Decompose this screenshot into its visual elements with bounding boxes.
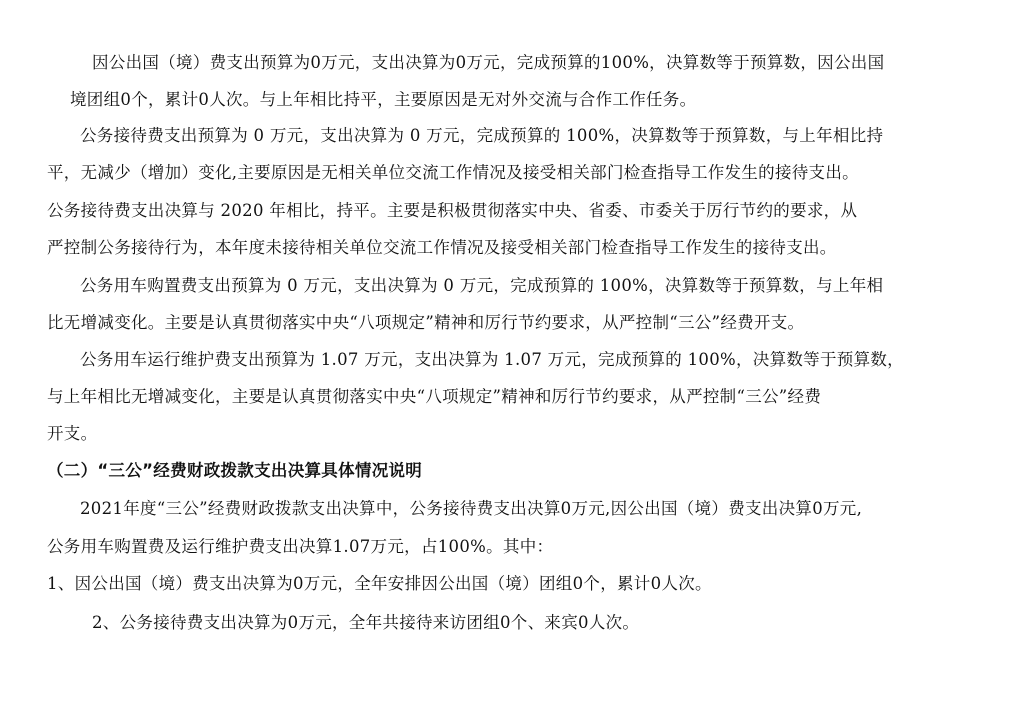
paragraph-reception-line-4: 严控制公务接待行为，本年度未接待相关单位交流工作情况及接受相关部门检查指导工作发生的接待支出。: [47, 238, 837, 257]
paragraph-vehicle-purchase-line-1: 公务用车购置费支出预算为 0 万元，支出决算为 0 万元，完成预算的 100%，决算数等于预算数，与上年相: [80, 276, 884, 295]
paragraph-reception-line-1: 公务接待费支出预算为 0 万元，支出决算为 0 万元，完成预算的 100%，决算数等于预算数，与上年相比持: [80, 126, 884, 145]
paragraph-vehicle-maintenance-line-1: 公务用车运行维护费支出预算为 1.07 万元，支出决算为 1.07 万元，完成预算的 100%，决算数等于预算数，: [80, 350, 904, 369]
paragraph-outbound-line-1: 因公出国（境）费支出预算为0万元，支出决算为0万元，完成预算的100%，决算数等于预算数，因公出国: [92, 53, 885, 72]
paragraph-reception-line-3: 公务接待费支出决算与 2020 年相比，持平。主要是积极贯彻落实中央、省委、市委关于厉行节约的要求，从: [47, 201, 858, 220]
paragraph-summary-line-2: 公务用车购置费及运行维护费支出决算1.07万元，占100%。其中：: [47, 537, 554, 556]
paragraph-vehicle-maintenance-line-3: 开支。: [47, 424, 98, 443]
list-item-outbound: 1、因公出国（境）费支出决算为0万元，全年安排因公出国（境）团组0个，累计0人次。: [47, 574, 712, 593]
list-item-reception: 2、公务接待费支出决算为0万元，全年共接待来访团组0个、来宾0人次。: [92, 613, 640, 632]
paragraph-reception-line-2: 平，无减少（增加）变化,主要原因是无相关单位交流工作情况及接受相关部门检查指导工作发生的接待支出。: [47, 163, 859, 182]
paragraph-summary-line-1: 2021年度“三公”经费财政拨款支出决算中，公务接待费支出决算0万元,因公出国（境）费支出决算0万元,: [80, 499, 863, 518]
paragraph-vehicle-purchase-line-2: 比无增减变化。主要是认真贯彻落实中央“八项规定”精神和厉行节约要求，从严控制“三公”经费开支。: [47, 313, 805, 332]
paragraph-vehicle-maintenance-line-2: 与上年相比无增减变化，主要是认真贯彻落实中央“八项规定”精神和厉行节约要求，从严控制“三公”经费: [47, 387, 822, 406]
section-heading: （二）“三公”经费财政拨款支出决算具体情况说明: [47, 461, 423, 480]
paragraph-outbound-line-2: 境团组0个，累计0人次。与上年相比持平，主要原因是无对外交流与合作工作任务。: [70, 90, 697, 109]
